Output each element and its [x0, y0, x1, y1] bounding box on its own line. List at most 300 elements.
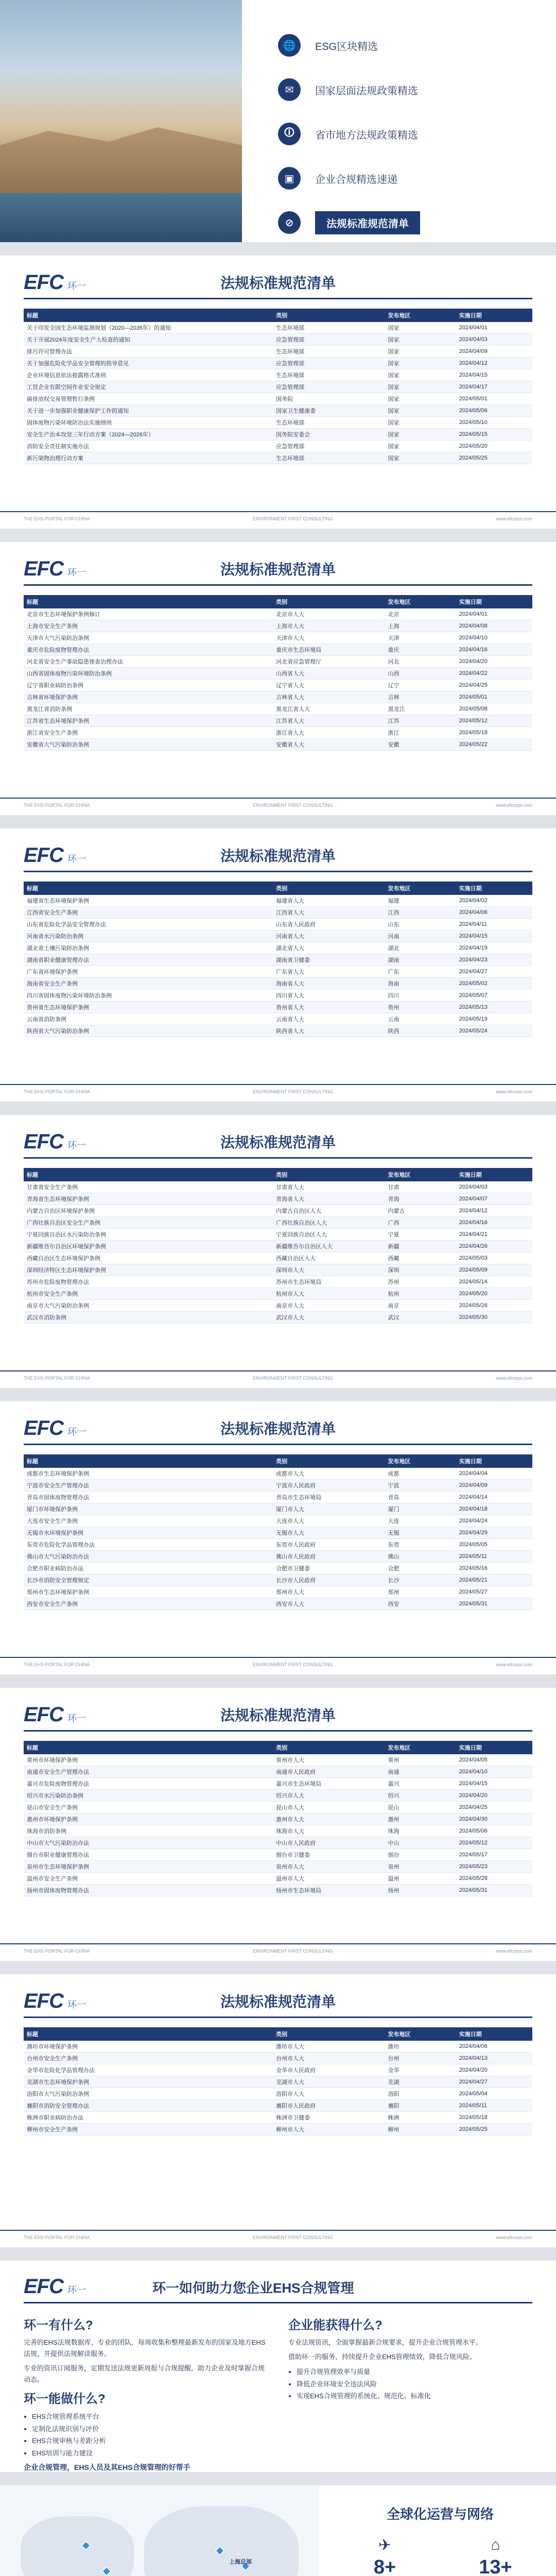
- cell-area: 湖南: [385, 954, 456, 966]
- cell-department: 国家卫生健康委: [273, 405, 385, 417]
- cell-date: 2024/05/13: [456, 1002, 532, 1013]
- table-row[interactable]: [24, 322, 532, 334]
- toc-icon: ✉: [278, 78, 301, 101]
- table-row[interactable]: [24, 2112, 532, 2124]
- cell-area: 柳州: [385, 2124, 456, 2136]
- column-header-area: 发布地区: [385, 1741, 456, 1754]
- regulation-header: [24, 1131, 532, 1159]
- cell-department: 应急管理部: [273, 358, 385, 369]
- table-row[interactable]: [24, 930, 532, 942]
- footer-right[interactable]: www.efcorps.com: [496, 1376, 532, 1381]
- table-row[interactable]: [24, 1288, 532, 1300]
- cell-date: 2024/04/08: [456, 620, 532, 632]
- toc-item[interactable]: [278, 208, 556, 237]
- logo-efc-text: EFC: [24, 557, 63, 580]
- regulation-page: [0, 1401, 556, 1674]
- cell-area: 天津: [385, 632, 456, 644]
- column-header-dept: 类别: [273, 1741, 385, 1754]
- regulation-page: [0, 256, 556, 529]
- cell-department: 苏州市生态环境局: [273, 1276, 385, 1288]
- toc-icon: ▣: [278, 167, 301, 190]
- table-row[interactable]: [24, 1252, 532, 1264]
- table-row[interactable]: [24, 2088, 532, 2100]
- table-row[interactable]: [24, 942, 532, 954]
- cell-date: 2024/04/02: [456, 895, 532, 907]
- table-row[interactable]: [24, 440, 532, 452]
- table-row[interactable]: [24, 966, 532, 978]
- footer-line: [0, 2230, 556, 2231]
- toc-item[interactable]: [278, 75, 556, 104]
- cell-title: 温州市安全生产条例: [24, 1873, 273, 1885]
- cell-department: 无锡市人大: [273, 1527, 385, 1539]
- cell-date: 2024/05/04: [456, 2088, 532, 2100]
- service-list-item: • EHS合规审核与差距分析: [32, 2435, 268, 2447]
- what-we-do-list: [24, 2411, 268, 2459]
- table-row[interactable]: [24, 608, 532, 620]
- cell-title: 四川省固体废物污染环境防治条例: [24, 990, 273, 1002]
- table-row[interactable]: [24, 1766, 532, 1778]
- cell-department: 青海省人大: [273, 1193, 385, 1205]
- cell-department: 大连市人大: [273, 1515, 385, 1527]
- table-row[interactable]: [24, 1539, 532, 1551]
- table-row[interactable]: [24, 703, 532, 715]
- cell-title: 合肥市职业病防治办法: [24, 1563, 273, 1574]
- cell-area: 南京: [385, 1300, 456, 1312]
- table-row[interactable]: [24, 1754, 532, 1766]
- footer-right[interactable]: www.efcorps.com: [496, 1089, 532, 1094]
- cell-title: 江西省安全生产条例: [24, 907, 273, 919]
- cell-area: 洛阳: [385, 2088, 456, 2100]
- table-row[interactable]: [24, 1814, 532, 1825]
- table-row[interactable]: [24, 381, 532, 393]
- regulation-table: [24, 595, 532, 751]
- cell-department: 温州市人大: [273, 1873, 385, 1885]
- table-row[interactable]: [24, 919, 532, 930]
- cell-area: 宁夏: [385, 1229, 456, 1241]
- toc-item[interactable]: [278, 120, 556, 148]
- cell-date: 2024/04/15: [456, 1778, 532, 1790]
- cell-area: 南通: [385, 1766, 456, 1778]
- regulation-title: 法规标准规范清单: [220, 1994, 336, 2010]
- cell-department: 西藏自治区人大: [273, 1252, 385, 1264]
- table-row[interactable]: [24, 1468, 532, 1480]
- cell-area: 广东: [385, 966, 456, 978]
- cell-title: 海南省安全生产条例: [24, 978, 273, 990]
- cover-coast-image: [0, 0, 242, 242]
- cell-department: 厦门市人大: [273, 1503, 385, 1515]
- cell-department: 潍坊市人大: [273, 2041, 385, 2053]
- table-row[interactable]: [24, 417, 532, 429]
- cell-date: 2024/05/10: [456, 417, 532, 429]
- cell-title: 关于进一步加强职业健康保护工作的通知: [24, 405, 273, 417]
- efc-logo[interactable]: [24, 272, 132, 293]
- footer-left: THE EHS PORTAL FOR CHINA: [24, 1662, 90, 1667]
- what-you-get-text-2: 借助环一的服务，持续提升企业EHS管理绩效，降低合规风险。: [288, 2353, 476, 2361]
- toc-icon: ⊘: [278, 211, 301, 234]
- cell-title: 宁波市安全生产管理办法: [24, 1480, 273, 1492]
- cell-title: 安徽省大气污染防治条例: [24, 739, 273, 751]
- cell-department: 广东省人大: [273, 966, 385, 978]
- table-row[interactable]: [24, 620, 532, 632]
- cell-title: 河北省安全生产事故隐患排查治理办法: [24, 656, 273, 668]
- cell-date: 2024/04/11: [456, 919, 532, 930]
- cell-date: 2024/04/10: [456, 1766, 532, 1778]
- cell-date: 2024/05/05: [456, 1539, 532, 1551]
- page-separator: [0, 242, 556, 256]
- benefit-list-item: • 提升合规管理效率与质量: [297, 2366, 532, 2378]
- regulation-title: 法规标准规范清单: [220, 1134, 336, 1150]
- cell-area: 西藏: [385, 1252, 456, 1264]
- cell-title: 企业环境信息依法披露格式准则: [24, 369, 273, 381]
- services-title: 环一如何助力您企业EHS合规管理: [152, 2280, 354, 2296]
- table-row[interactable]: [24, 429, 532, 440]
- cell-area: 河南: [385, 930, 456, 942]
- table-row[interactable]: [24, 1837, 532, 1849]
- logo-efc-text: EFC: [24, 844, 63, 867]
- cell-title: 株洲市职业病防治办法: [24, 2112, 273, 2124]
- table-row[interactable]: [24, 2076, 532, 2088]
- table-row[interactable]: [24, 691, 532, 703]
- table-row[interactable]: [24, 1025, 532, 1037]
- cell-date: 2024/04/06: [456, 2041, 532, 2053]
- toc-item[interactable]: [278, 31, 556, 60]
- column-header-dept: 类别: [273, 595, 385, 608]
- footer-right[interactable]: www.efcorps.com: [496, 2235, 532, 2240]
- cell-department: 广西壮族自治区人大: [273, 1217, 385, 1229]
- cell-department: 福建省人大: [273, 895, 385, 907]
- toc-item[interactable]: [278, 164, 556, 193]
- cell-area: 湖北: [385, 942, 456, 954]
- cell-date: 2024/05/25: [456, 452, 532, 464]
- cell-department: 甘肃省人大: [273, 1181, 385, 1193]
- cell-area: 青岛: [385, 1492, 456, 1503]
- cell-department: 重庆市生态环境局: [273, 644, 385, 656]
- cell-title: 天津市大气污染防治条例: [24, 632, 273, 644]
- cell-area: 福建: [385, 895, 456, 907]
- cell-title: 广西壮族自治区安全生产条例: [24, 1217, 273, 1229]
- table-row[interactable]: [24, 1300, 532, 1312]
- footer-right[interactable]: www.efcorps.com: [496, 516, 532, 521]
- cell-area: 扬州: [385, 1885, 456, 1896]
- logo-cn-text: 环一: [67, 1140, 86, 1150]
- table-row[interactable]: [24, 1873, 532, 1885]
- table-row[interactable]: [24, 405, 532, 417]
- table-row[interactable]: [24, 1312, 532, 1324]
- cell-department: 惠州市人大: [273, 1814, 385, 1825]
- table-row[interactable]: [24, 895, 532, 907]
- efc-logo[interactable]: [24, 558, 132, 579]
- column-header-dept: 类别: [273, 2027, 385, 2041]
- cell-date: 2024/04/14: [456, 1492, 532, 1503]
- column-header-name: 标题: [24, 2027, 273, 2041]
- table-row[interactable]: [24, 1802, 532, 1814]
- cell-area: 黑龙江: [385, 703, 456, 715]
- table-row[interactable]: [24, 1002, 532, 1013]
- page-footer: [24, 2235, 532, 2240]
- cell-department: 生态环境部: [273, 369, 385, 381]
- logo-cn-text: 环一: [67, 1999, 86, 2010]
- efc-logo[interactable]: [24, 1131, 132, 1152]
- cell-title: 湖北省土壤污染防治条例: [24, 942, 273, 954]
- column-header-date: 实施日期: [456, 882, 532, 895]
- cell-date: 2024/04/12: [456, 358, 532, 369]
- regulation-header: [24, 558, 532, 586]
- column-header-dept: 类别: [273, 1454, 385, 1468]
- table-row[interactable]: [24, 452, 532, 464]
- cell-department: 应急管理部: [273, 440, 385, 452]
- table-row[interactable]: [24, 668, 532, 680]
- regulation-table: [24, 309, 532, 464]
- table-row[interactable]: [24, 1229, 532, 1241]
- cell-area: 国家: [385, 369, 456, 381]
- page-separator: [0, 815, 556, 828]
- logo-efc-text: EFC: [24, 1990, 63, 2012]
- cell-date: 2024/05/20: [456, 1288, 532, 1300]
- cell-title: 南京市大气污染防治条例: [24, 1300, 273, 1312]
- table-row[interactable]: [24, 954, 532, 966]
- cell-date: 2024/05/14: [456, 1276, 532, 1288]
- cell-department: 湖北省人大: [273, 942, 385, 954]
- table-row[interactable]: [24, 1825, 532, 1837]
- cell-department: 株洲市卫健委: [273, 2112, 385, 2124]
- cell-title: 金华市危险化学品管理办法: [24, 2064, 273, 2076]
- column-header-dept: 类别: [273, 309, 385, 322]
- cell-title: 珠海市消防条例: [24, 1825, 273, 1837]
- stat-icon: ⌂: [491, 2536, 500, 2553]
- table-row[interactable]: [24, 1861, 532, 1873]
- table-row[interactable]: [24, 1217, 532, 1229]
- table-row[interactable]: [24, 2064, 532, 2076]
- column-header-area: 发布地区: [385, 1168, 456, 1181]
- table-row[interactable]: [24, 334, 532, 346]
- table-row[interactable]: [24, 632, 532, 644]
- cell-date: 2024/05/06: [456, 1825, 532, 1837]
- footer-line: [0, 1657, 556, 1658]
- cell-date: 2024/04/25: [456, 680, 532, 691]
- table-row[interactable]: [24, 656, 532, 668]
- table-row[interactable]: [24, 2041, 532, 2053]
- cell-department: 南通市人民政府: [273, 1766, 385, 1778]
- cell-area: 辽宁: [385, 680, 456, 691]
- table-row[interactable]: [24, 1849, 532, 1861]
- cell-area: 杭州: [385, 1288, 456, 1300]
- table-row[interactable]: [24, 990, 532, 1002]
- cell-department: 泉州市人大: [273, 1861, 385, 1873]
- services-tagline: 企业合规管理，EHS人员及其EHS合规管理的好帮手: [24, 2463, 190, 2471]
- table-row[interactable]: [24, 1193, 532, 1205]
- column-header-area: 发布地区: [385, 1454, 456, 1468]
- cell-date: 2024/05/09: [456, 1264, 532, 1276]
- table-row[interactable]: [24, 346, 532, 358]
- cell-department: 合肥市卫健委: [273, 1563, 385, 1574]
- cell-date: 2024/04/16: [456, 644, 532, 656]
- table-row[interactable]: [24, 1586, 532, 1598]
- table-row[interactable]: [24, 1563, 532, 1574]
- cell-area: 浙江: [385, 727, 456, 739]
- what-you-get-text-1: 专业法规资讯，全面掌握最新合规要求，提升企业合规管理水平。: [288, 2338, 483, 2346]
- cell-date: 2024/04/01: [456, 322, 532, 334]
- footer-left: THE EHS PORTAL FOR CHINA: [24, 516, 90, 521]
- cell-area: 昆山: [385, 1802, 456, 1814]
- map-hq-label: 上海总部: [229, 2559, 252, 2565]
- column-header-name: 标题: [24, 595, 273, 608]
- table-row[interactable]: [24, 1503, 532, 1515]
- cell-department: 东莞市人民政府: [273, 1539, 385, 1551]
- footer-right[interactable]: www.efcorps.com: [496, 1662, 532, 1667]
- toc-label: 省市地方法规政策精选: [315, 129, 418, 141]
- cell-title: 惠州市环境保护条例: [24, 1814, 273, 1825]
- services-page: [0, 2261, 556, 2472]
- table-row[interactable]: [24, 680, 532, 691]
- footer-right[interactable]: www.efcorps.com: [496, 1948, 532, 1954]
- table-row[interactable]: [24, 1527, 532, 1539]
- table-row[interactable]: [24, 1181, 532, 1193]
- cell-area: 国家: [385, 452, 456, 464]
- regulation-title: 法规标准规范清单: [220, 1707, 336, 1723]
- table-row[interactable]: [24, 1205, 532, 1217]
- cell-date: 2024/04/25: [456, 1802, 532, 1814]
- table-row[interactable]: [24, 644, 532, 656]
- table-row[interactable]: [24, 1276, 532, 1288]
- table-row[interactable]: [24, 715, 532, 727]
- table-row[interactable]: [24, 1790, 532, 1802]
- cell-date: 2024/04/03: [456, 1181, 532, 1193]
- regulation-table: [24, 1454, 532, 1610]
- cell-date: 2024/05/15: [456, 429, 532, 440]
- table-row[interactable]: [24, 1598, 532, 1610]
- cell-title: 深圳经济特区生态环境保护条例: [24, 1264, 273, 1276]
- table-row[interactable]: [24, 1241, 532, 1252]
- cell-area: 苏州: [385, 1276, 456, 1288]
- what-we-have-text-2: 专业的资讯订阅服务，定期发送法规更新周报与合规提醒，助力企业及时掌握合规动态。: [24, 2364, 265, 2384]
- cell-title: 常州市环境保护条例: [24, 1754, 273, 1766]
- table-row[interactable]: [24, 1264, 532, 1276]
- column-header-name: 标题: [24, 309, 273, 322]
- cell-date: 2024/05/28: [456, 1873, 532, 1885]
- table-row[interactable]: [24, 393, 532, 405]
- regulation-page: [0, 828, 556, 1101]
- column-header-dept: 类别: [273, 1168, 385, 1181]
- logo-cn-text: 环一: [67, 280, 86, 291]
- stat-icon: ✈: [378, 2537, 392, 2554]
- table-row[interactable]: [24, 727, 532, 739]
- stat-number: 13+: [479, 2556, 512, 2576]
- benefit-list-item: • 降低企业环境安全违法风险: [297, 2378, 532, 2390]
- table-row[interactable]: [24, 369, 532, 381]
- cell-department: 宁夏回族自治区人大: [273, 1229, 385, 1241]
- cell-date: 2024/04/27: [456, 966, 532, 978]
- column-header-area: 发布地区: [385, 882, 456, 895]
- column-header-area: 发布地区: [385, 595, 456, 608]
- page-footer: [24, 1376, 532, 1381]
- efc-logo[interactable]: [24, 1418, 132, 1438]
- table-row[interactable]: [24, 739, 532, 751]
- table-row[interactable]: [24, 907, 532, 919]
- cell-title: 浙江省安全生产条例: [24, 727, 273, 739]
- cell-department: 辽宁省人大: [273, 680, 385, 691]
- cell-title: 新疆维吾尔自治区环境保护条例: [24, 1241, 273, 1252]
- efc-logo[interactable]: [24, 2276, 132, 2297]
- cover-page: [0, 0, 556, 242]
- logo-efc-text: EFC: [24, 1130, 63, 1153]
- logo-efc-text: EFC: [24, 271, 63, 294]
- cell-area: 内蒙古: [385, 1205, 456, 1217]
- efc-logo[interactable]: [24, 1991, 132, 2011]
- cell-area: 国家: [385, 405, 456, 417]
- cell-department: 绍兴市人大: [273, 1790, 385, 1802]
- table-row[interactable]: [24, 1551, 532, 1563]
- table-row[interactable]: [24, 2053, 532, 2064]
- cell-date: 2024/04/01: [456, 608, 532, 620]
- table-row[interactable]: [24, 1492, 532, 1503]
- efc-logo[interactable]: [24, 845, 132, 866]
- cell-department: 昆山市人大: [273, 1802, 385, 1814]
- footer-line: [0, 511, 556, 512]
- cell-date: 2024/04/22: [456, 668, 532, 680]
- services-header: [24, 2276, 532, 2303]
- map-landmass: [21, 2516, 134, 2576]
- cell-department: 柳州市人大: [273, 2124, 385, 2136]
- column-header-dept: 类别: [273, 882, 385, 895]
- table-row[interactable]: [24, 1778, 532, 1790]
- table-row[interactable]: [24, 1515, 532, 1527]
- logo-efc-text: EFC: [24, 1703, 63, 1726]
- network-stat: [335, 2536, 435, 2576]
- cell-area: 国家: [385, 334, 456, 346]
- cell-date: 2024/04/20: [456, 656, 532, 668]
- page-separator: [0, 1961, 556, 1974]
- cover-rock-shape: [0, 124, 242, 196]
- cell-date: 2024/04/20: [456, 2064, 532, 2076]
- efc-logo[interactable]: [24, 1704, 132, 1725]
- regulation-header: [24, 1704, 532, 1732]
- table-row[interactable]: [24, 358, 532, 369]
- page-separator: [0, 2472, 556, 2485]
- cell-title: 黑龙江省消防条例: [24, 703, 273, 715]
- cell-area: 惠州: [385, 1814, 456, 1825]
- regulation-page: [0, 542, 556, 815]
- table-row[interactable]: [24, 2124, 532, 2136]
- column-header-date: 实施日期: [456, 2027, 532, 2041]
- table-row[interactable]: [24, 978, 532, 990]
- logo-cn-text: 环一: [67, 567, 86, 578]
- table-row[interactable]: [24, 1480, 532, 1492]
- table-row[interactable]: [24, 1885, 532, 1896]
- cell-title: 扬州市固体废物管理办法: [24, 1885, 273, 1896]
- table-row[interactable]: [24, 1574, 532, 1586]
- cell-date: 2024/05/24: [456, 1025, 532, 1037]
- cell-date: 2024/04/23: [456, 954, 532, 966]
- table-row[interactable]: [24, 1013, 532, 1025]
- cell-area: 武汉: [385, 1312, 456, 1324]
- regulation-header: [24, 845, 532, 872]
- cell-date: 2024/05/03: [456, 1252, 532, 1264]
- cell-title: 新污染物治理行动方案: [24, 452, 273, 464]
- cell-title: 绍兴市水污染防治条例: [24, 1790, 273, 1802]
- footer-right[interactable]: www.efcorps.com: [496, 803, 532, 808]
- cell-department: 烟台市卫健委: [273, 1849, 385, 1861]
- regulation-header: [24, 272, 532, 299]
- cell-department: 嘉兴市生态环境局: [273, 1778, 385, 1790]
- cell-department: 西安市人大: [273, 1598, 385, 1610]
- cell-area: 长沙: [385, 1574, 456, 1586]
- table-row[interactable]: [24, 2100, 532, 2112]
- footer-line: [0, 1370, 556, 1371]
- cell-date: 2024/04/12: [456, 1205, 532, 1217]
- cell-title: 长沙市消防安全管理规定: [24, 1574, 273, 1586]
- cell-area: 国家: [385, 429, 456, 440]
- cell-date: 2024/05/22: [456, 739, 532, 751]
